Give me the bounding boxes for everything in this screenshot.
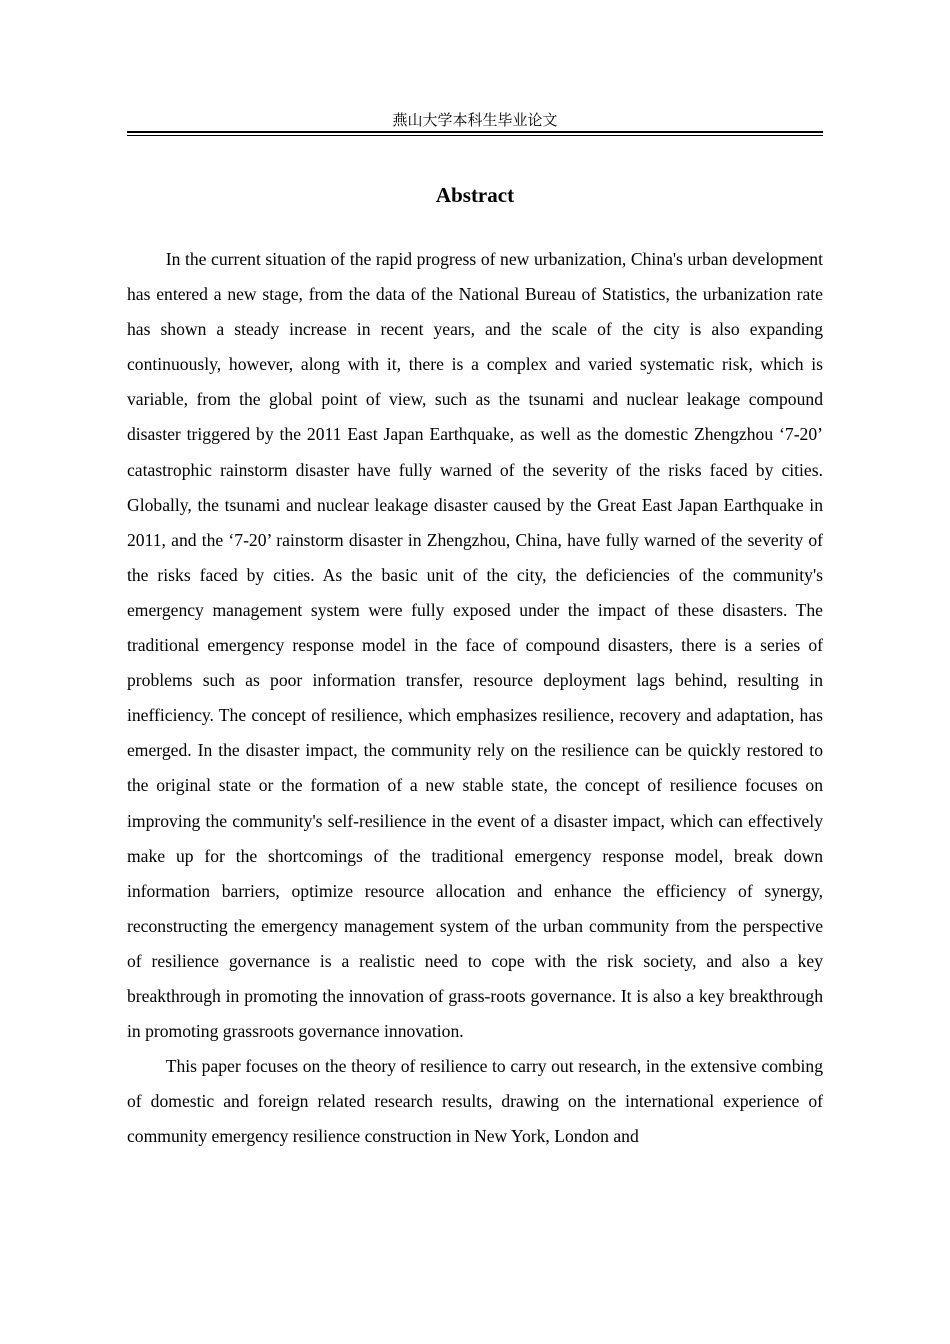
- abstract-paragraph-2: This paper focuses on the theory of resilience to carry out research, in the extensive combing of domestic and foreign related research results, drawing on the international experience of community emergency resilience construction in New York, London and: [127, 1056, 823, 1147]
- abstract-title: Abstract: [435, 183, 515, 207]
- abstract-paragraph-1: In the current situation of the rapid progress of new urbanization, China's urban development has entered a new stage, from the data of the National Bureau of Statistics, the urbanization rate has shown a steady increase in recent years, and the scale of the city is also expanding continuously, however, along with it, there is a complex and varied systematic risk, which is variable, from the global point of view, such as the tsunami and nuclear leakage compound disaster triggered by the 2011 East Japan Earthquake, as well as the domestic Zhengzhou ‘7-20’ catastrophic rainstorm disaster have fully warned of the severity of the risks faced by cities. Globally, the tsunami and nuclear leakage disaster caused by the Great East Japan Earthquake in 2011, and the ‘7-20’ rainstorm disaster in Zhengzhou, China, have fully warned of the severity of the risks faced by cities. As the basic unit of the city, the deficiencies of the community's emergency management system were fully exposed under the impact of these disasters. The traditional emergency response model in the face of compound disasters, there is a series of problems such as poor information transfer, resource deployment lags behind, resulting in inefficiency. The concept of resilience, which emphasizes resilience, recovery and adaptation, has emerged. In the disaster impact, the community rely on the resilience can be quickly restored to the original state or the formation of a new stable state, the concept of resilience focuses on improving the community's self-resilience in the event of a disaster impact, which can effectively make up for the shortcomings of the traditional emergency response model, break down information barriers, optimize resource allocation and enhance the efficiency of synergy, reconstructing the emergency management system of the urban community from the perspective of resilience governance is a realistic need to cope with the risk society, and also a key breakthrough in promoting the innovation of grass-roots governance. It is also a key breakthrough in promoting grassroots governance innovation.: [127, 249, 823, 1042]
- header-rule-thick: [127, 131, 823, 133]
- running-header: 燕山大学本科生毕业论文: [392, 111, 558, 129]
- header-rule-thin: [127, 135, 823, 136]
- abstract-body: [127, 242, 823, 1154]
